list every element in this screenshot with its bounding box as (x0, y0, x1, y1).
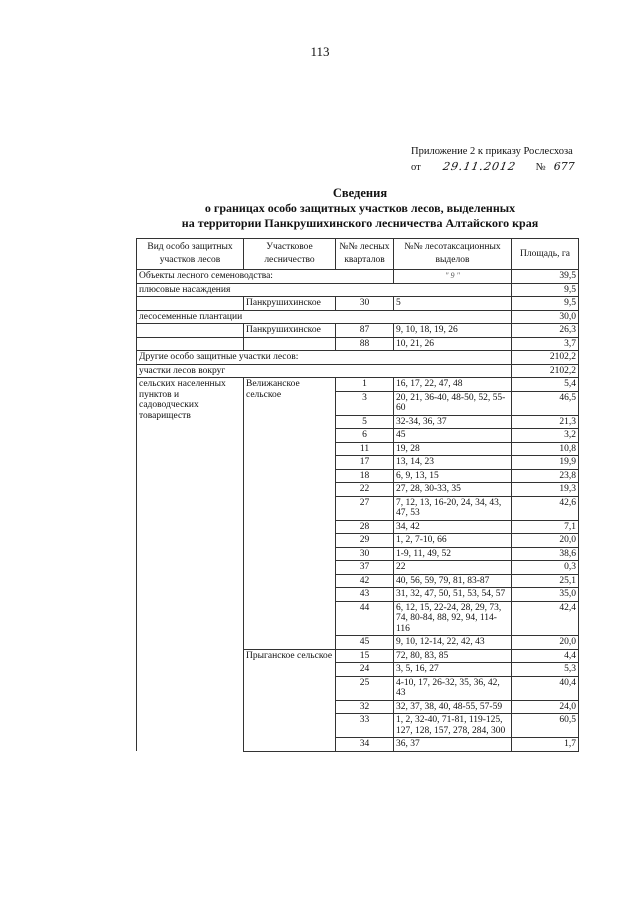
parcels-cell: 16, 17, 22, 47, 48 (394, 378, 512, 392)
parcels-cell: 3, 5, 16, 27 (394, 663, 512, 677)
area-cell: 0,3 (512, 561, 579, 575)
appendix-line: Приложение 2 к приказу Рослесхоза (411, 146, 573, 157)
area-cell: 42,6 (512, 496, 579, 520)
quarter-cell: 34 (336, 738, 394, 752)
parcels-cell: 1-9, 11, 49, 52 (394, 547, 512, 561)
quarter-cell: 18 (336, 469, 394, 483)
subsection-label: участки лесов вокруг (137, 364, 512, 378)
quarter-cell: 11 (336, 442, 394, 456)
quarter-cell: 6 (336, 429, 394, 443)
parcels-cell: 32-34, 36, 37 (394, 415, 512, 429)
area-cell: 24,0 (512, 700, 579, 714)
quarter-cell: 29 (336, 534, 394, 548)
title-line-1: Сведения (332, 186, 388, 200)
table-header-row (137, 239, 579, 270)
subsection-area: 9,5 (512, 283, 579, 297)
title-line-3: на территории Панкрушихинского лесничества Алтайского края (181, 216, 539, 230)
area-cell: 19,9 (512, 456, 579, 470)
quarter-cell: 17 (336, 456, 394, 470)
kind-cell: сельских населенных пунктов и садоводческих товариществ (137, 378, 244, 752)
from-label: от (411, 162, 421, 173)
page-number: 113 (310, 44, 330, 59)
parcels-cell: 1, 2, 32-40, 71-81, 119-125, 127, 128, 157, 278, 284, 300 (394, 714, 512, 738)
area-cell: 5,3 (512, 663, 579, 677)
area-cell: 23,8 (512, 469, 579, 483)
parcels-cell: 9, 10, 12-14, 22, 42, 43 (394, 636, 512, 650)
quarter-cell: 30 (336, 297, 394, 311)
parcels-cell: 1, 2, 7-10, 66 (394, 534, 512, 548)
kind-cell (137, 324, 244, 338)
area-cell: 42,4 (512, 601, 579, 636)
quarter-cell: 30 (336, 547, 394, 561)
header-parcels: №№ лесотаксационных выделов (394, 239, 512, 270)
area-cell: 3,2 (512, 429, 579, 443)
protected-areas-table (136, 238, 579, 752)
area-cell: 3,7 (512, 337, 579, 351)
parcels-cell: 72, 80, 83, 85 (394, 649, 512, 663)
section-row (137, 270, 579, 284)
area-cell: 46,5 (512, 391, 579, 415)
quarter-cell: 1 (336, 378, 394, 392)
parcels-cell: 9, 10, 18, 19, 26 (394, 324, 512, 338)
quarter-cell: 22 (336, 483, 394, 497)
quarter-cell: 15 (336, 649, 394, 663)
area-cell: 5,4 (512, 378, 579, 392)
handwritten-mark: " 9 " (394, 270, 512, 284)
quarter-cell: 25 (336, 676, 394, 700)
quarter-cell: 37 (336, 561, 394, 575)
section-row (137, 351, 579, 365)
subsection-area: 2102,2 (512, 364, 579, 378)
parcels-cell: 6, 12, 15, 22-24, 28, 29, 73, 74, 80-84, 88, 92, 94, 114-116 (394, 601, 512, 636)
area-cell: 9,5 (512, 297, 579, 311)
area-cell: 26,3 (512, 324, 579, 338)
district-cell: Панкрушихинское (244, 297, 336, 311)
parcels-cell: 22 (394, 561, 512, 575)
district-cell: Прыганское сельское (244, 649, 336, 751)
quarter-cell: 24 (336, 663, 394, 677)
subsection-row (137, 283, 579, 297)
area-cell: 35,0 (512, 588, 579, 602)
parcels-cell: 7, 12, 13, 16-20, 24, 34, 43, 47, 53 (394, 496, 512, 520)
quarter-cell: 42 (336, 574, 394, 588)
parcels-cell: 13, 14, 23 (394, 456, 512, 470)
title-line-2: о границах особо защитных участков лесов, выделенных (204, 201, 516, 215)
area-cell: 1,7 (512, 738, 579, 752)
table-row (137, 297, 579, 311)
area-cell: 25,1 (512, 574, 579, 588)
appendix-reference (411, 144, 575, 175)
area-cell: 21,3 (512, 415, 579, 429)
subsection-row (137, 364, 579, 378)
table-row (137, 337, 579, 351)
area-cell: 40,4 (512, 676, 579, 700)
table-row (137, 378, 579, 392)
header-kind: Вид особо защитных участков лесов (137, 239, 244, 270)
parcels-cell: 20, 21, 36-40, 48-50, 52, 55-60 (394, 391, 512, 415)
parcels-cell: 19, 28 (394, 442, 512, 456)
parcels-cell: 32, 37, 38, 40, 48-55, 57-59 (394, 700, 512, 714)
number-label: № (535, 162, 546, 173)
parcels-cell: 40, 56, 59, 79, 81, 83-87 (394, 574, 512, 588)
area-cell: 60,5 (512, 714, 579, 738)
quarter-cell: 43 (336, 588, 394, 602)
quarter-cell: 3 (336, 391, 394, 415)
quarter-cell: 27 (336, 496, 394, 520)
area-cell: 19,3 (512, 483, 579, 497)
parcels-cell: 27, 28, 30-33, 35 (394, 483, 512, 497)
section-label: Другие особо защитные участки лесов: (137, 351, 512, 365)
area-cell: 20,0 (512, 534, 579, 548)
document-title (100, 185, 620, 231)
kind-cell (137, 337, 244, 351)
parcels-cell: 31, 32, 47, 50, 51, 53, 54, 57 (394, 588, 512, 602)
quarter-cell: 32 (336, 700, 394, 714)
subsection-label: лесосеменные плантации (137, 310, 512, 324)
subsection-area: 30,0 (512, 310, 579, 324)
section-area: 2102,2 (512, 351, 579, 365)
header-quarters: №№ лесных кварталов (336, 239, 394, 270)
subsection-row (137, 310, 579, 324)
quarter-cell: 5 (336, 415, 394, 429)
area-cell: 7,1 (512, 520, 579, 534)
parcels-cell: 6, 9, 13, 15 (394, 469, 512, 483)
quarter-cell: 33 (336, 714, 394, 738)
handwritten-date: 29.11.2012 (441, 160, 517, 173)
section-label: Объекты лесного семеноводства: (137, 270, 394, 284)
area-cell: 38,6 (512, 547, 579, 561)
district-cell (244, 337, 336, 351)
parcels-cell: 36, 37 (394, 738, 512, 752)
quarter-cell: 88 (336, 337, 394, 351)
parcels-cell: 10, 21, 26 (394, 337, 512, 351)
section-area: 39,5 (512, 270, 579, 284)
district-cell: Велижанское сельское (244, 378, 336, 650)
subsection-label: плюсовые насаждения (137, 283, 512, 297)
table-body (137, 270, 579, 752)
handwritten-order-number: 677 (553, 160, 575, 173)
parcels-cell: 45 (394, 429, 512, 443)
quarter-cell: 28 (336, 520, 394, 534)
parcels-cell: 34, 42 (394, 520, 512, 534)
area-cell: 10,8 (512, 442, 579, 456)
quarter-cell: 87 (336, 324, 394, 338)
header-area: Площадь, га (512, 239, 579, 270)
header-district: Участковое лесничество (244, 239, 336, 270)
parcels-cell: 5 (394, 297, 512, 311)
kind-cell (137, 297, 244, 311)
area-cell: 20,0 (512, 636, 579, 650)
quarter-cell: 44 (336, 601, 394, 636)
appendix-date-row (411, 159, 575, 175)
parcels-cell: 4-10, 17, 26-32, 35, 36, 42, 43 (394, 676, 512, 700)
area-cell: 4,4 (512, 649, 579, 663)
district-cell: Панкрушихинское (244, 324, 336, 338)
quarter-cell: 45 (336, 636, 394, 650)
table-row (137, 324, 579, 338)
